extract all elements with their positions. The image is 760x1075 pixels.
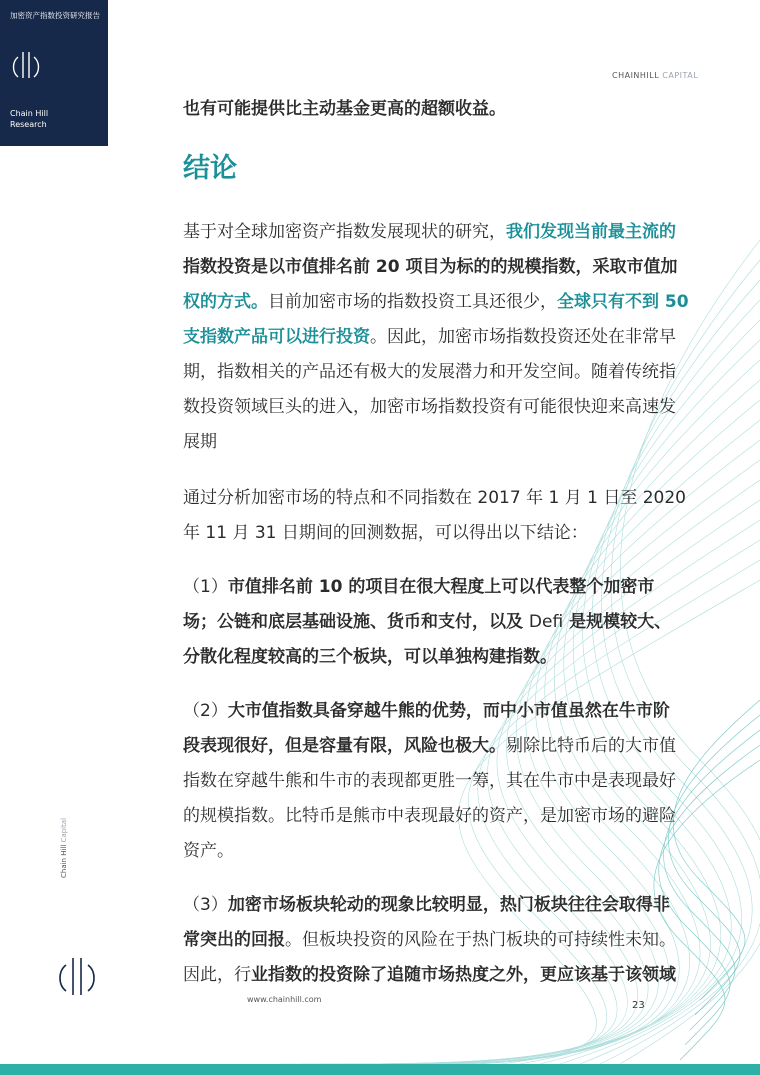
intro-line: 也有可能提供比主动基金更高的超额收益。 [183, 99, 506, 119]
p3-line-1: （1）市值排名前 10 的项目在很大程度上可以代表整个加密市 [183, 577, 655, 597]
p4-line-2: 段表现很好，但是容量有限，风险也极大。剔除比特币后的大市值 [183, 736, 676, 756]
p2-line-2: 年 11 月 31 日期间的回测数据，可以得出以下结论： [183, 523, 588, 543]
p5-line-2: 常突出的回报。但板块投资的风险在于热门板块的可持续性未知。 [183, 930, 676, 950]
p1-line-2: 指数投资是以市值排名前 20 项目为标的的规模指数，采取市值加 [183, 257, 678, 277]
p4-line-3: 指数在穿越牛熊和牛市的表现都更胜一筹，其在牛市中是表现最好 [183, 771, 676, 791]
report-title: 加密资产指数投资研究报告 [10, 11, 100, 20]
p2-line-1: 通过分析加密市场的特点和不同指数在 2017 年 1 月 1 日至 2020 [183, 488, 686, 508]
side-brand-wordmark: Chain Hill Capital [60, 817, 68, 878]
p1-line-1: 基于对全球加密资产指数发展现状的研究，我们发现当前最主流的 [183, 222, 676, 242]
brand-wordmark: CHAINHILL CAPITAL [612, 71, 699, 80]
section-heading: 结论 [183, 153, 237, 184]
header-corner-block [0, 0, 108, 146]
chainhill-logo-icon [10, 48, 46, 84]
p4-line-4: 的规模指数。比特币是熊市中表现最好的资产，是加密市场的避险 [183, 806, 676, 826]
p5-line-1: （3）加密市场板块轮动的现象比较明显，热门板块往往会取得非 [183, 895, 670, 915]
p1-line-7: 展期 [183, 432, 217, 452]
research-label: Chain Hill Research [10, 109, 49, 129]
p3-line-3: 分散化程度较高的三个板块，可以单独构建指数。 [183, 647, 557, 667]
p5-line-3: 因此，行业指数的投资除了追随市场热度之外，更应该基于该领域 [183, 965, 676, 985]
p1-line-3: 权的方式。目前加密市场的指数投资工具还很少，全球只有不到 50 [183, 292, 689, 312]
p3-line-2: 场；公链和底层基础设施、货币和支付，以及 Defi 是规模较大、 [183, 612, 672, 632]
p4-line-1: （2）大市值指数具备穿越牛熊的优势，而中小市值虽然在牛市阶 [183, 701, 670, 721]
p1-line-6: 数投资领域巨头的进入，加密市场指数投资有可能很快迎来高速发 [183, 397, 676, 417]
p1-line-5: 期，指数相关的产品还有极大的发展潜力和开发空间。随着传统指 [183, 362, 676, 382]
p4-line-5: 资产。 [183, 841, 234, 861]
p1-line-4: 支指数产品可以进行投资。因此，加密市场指数投资还处在非常早 [183, 327, 676, 347]
footer-url: www.chainhill.com [247, 995, 322, 1004]
page-number: 23 [632, 1000, 645, 1011]
chainhill-footer-logo-icon [55, 953, 105, 1001]
bottom-accent-bar [0, 1064, 760, 1075]
